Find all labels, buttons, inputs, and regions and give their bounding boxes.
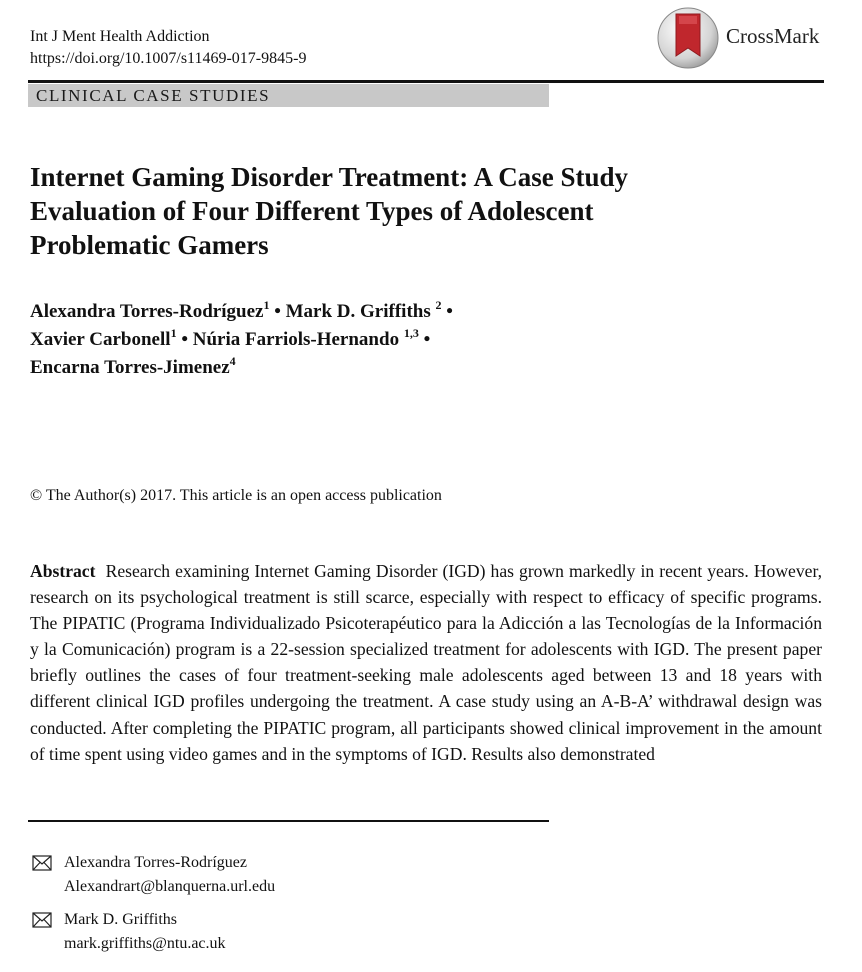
section-label: CLINICAL CASE STUDIES xyxy=(36,86,271,105)
journal-name: Int J Ment Health Addiction xyxy=(30,28,210,45)
contact-email[interactable]: mark.griffiths@ntu.ac.uk xyxy=(64,935,226,952)
abstract xyxy=(30,558,822,767)
author-name[interactable]: Núria Farriols-Hernando xyxy=(192,329,400,350)
author-separator: • xyxy=(423,329,431,350)
doi-link[interactable]: https://doi.org/10.1007/s11469-017-9845-9 xyxy=(30,50,307,67)
author-line xyxy=(30,354,730,382)
title-line: Evaluation of Four Different Types of Adolescent xyxy=(30,196,594,226)
author-affiliation: 2 xyxy=(435,298,442,312)
author-name[interactable]: Xavier Carbonell xyxy=(30,329,171,350)
author-name[interactable]: Mark D. Griffiths xyxy=(285,301,431,322)
title-line: Problematic Gamers xyxy=(30,230,269,260)
copyright-icon: © xyxy=(30,487,43,504)
author-affiliation: 1,3 xyxy=(403,326,419,340)
title-line: Internet Gaming Disorder Treatment: A Case Study xyxy=(30,162,628,192)
author-list xyxy=(30,298,730,382)
author-line xyxy=(30,326,730,354)
author-affiliation: 1 xyxy=(263,298,270,312)
footnote-rule xyxy=(28,820,549,822)
envelope-icon xyxy=(32,912,52,928)
contact-name: Alexandra Torres-Rodríguez xyxy=(64,854,247,871)
header-rule xyxy=(28,80,824,83)
author-line xyxy=(30,298,730,326)
crossmark-label: CrossMark xyxy=(726,24,820,48)
author-separator: • xyxy=(274,301,281,322)
crossmark-icon xyxy=(656,4,720,74)
journal-header xyxy=(30,26,306,70)
abstract-text: Research examining Internet Gaming Disorder (IGD) has grown markedly in recent years. However, research on its psychological treatment is still scarce, especially with respect to efficacy of specific programs. The PIPATIC (Programa Individualizado Psicoterapéutico para la Adicción a las Tecnologías de la Información y la Comunicación) program is a 22-session specialized treatment for adolescents with IGD. The present paper briefly outlines the cases of four treatment-seeking male adolescents aged between 13 and 18 years with different clinical IGD profiles undergoing the treatment. A case study using an A-B-A’ withdrawal design was conducted. After completing the PIPATIC program, all participants showed clinical improvement in the amount of time spent using video games and in the symptoms of IGD. Results also demonstrated xyxy=(30,561,823,764)
author-name[interactable]: Encarna Torres-Jimenez xyxy=(30,357,230,378)
author-affiliation: 1 xyxy=(170,326,177,340)
author-separator: • xyxy=(181,329,188,350)
open-access-text: The Author(s) 2017. This article is an open access publication xyxy=(45,487,442,504)
article-title xyxy=(30,160,730,262)
contact-name: Mark D. Griffiths xyxy=(64,911,178,928)
crossmark-badge[interactable] xyxy=(656,4,826,74)
author-name[interactable]: Alexandra Torres-Rodríguez xyxy=(30,301,264,322)
open-access-notice xyxy=(30,485,442,507)
author-separator: • xyxy=(446,301,453,322)
contact-email[interactable]: Alexandrart@blanquerna.url.edu xyxy=(64,878,276,895)
envelope-icon xyxy=(32,855,52,871)
abstract-label: Abstract xyxy=(30,561,96,581)
author-affiliation: 4 xyxy=(229,354,236,368)
